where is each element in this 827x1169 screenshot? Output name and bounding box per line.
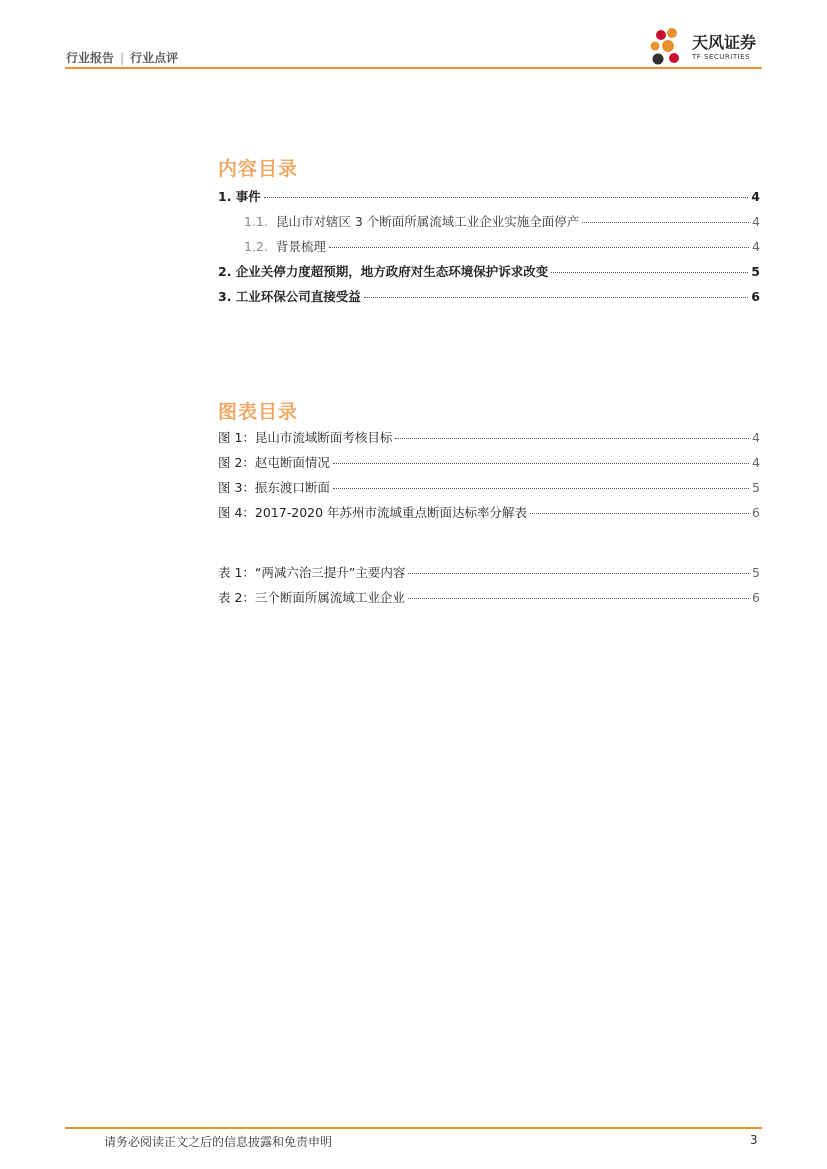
leader-dots xyxy=(551,272,748,273)
toc-entry-1[interactable] xyxy=(218,187,760,205)
toc-entry-label: 3. 工业环保公司直接受益 xyxy=(218,289,361,304)
table-entry-page: 6 xyxy=(752,590,760,605)
figure-entry-2[interactable] xyxy=(218,453,760,471)
toc-title: 内容目录 xyxy=(218,158,299,180)
figure-entry-label: 图 1：昆山市流域断面考核目标 xyxy=(218,430,393,445)
figure-entry-page: 6 xyxy=(752,505,760,520)
logo-chinese-name: 天风证券 xyxy=(692,33,757,52)
page-number: 3 xyxy=(750,1133,758,1147)
figure-entry-label: 图 2：赵屯断面情况 xyxy=(218,455,330,470)
figure-entry-page: 4 xyxy=(752,455,760,470)
header-separator: | xyxy=(120,50,125,65)
report-type-header xyxy=(66,49,178,66)
toc-entry-number: 1.2. xyxy=(244,239,268,254)
figure-entry-label: 图 4：2017-2020 年苏州市流域重点断面达标率分解表 xyxy=(218,505,528,520)
figure-entry-page: 5 xyxy=(752,480,760,495)
leader-dots xyxy=(395,438,749,439)
leader-dots xyxy=(333,463,749,464)
footer-divider xyxy=(65,1127,762,1129)
figure-entry-1[interactable] xyxy=(218,428,760,446)
toc-entry-page: 6 xyxy=(751,289,760,304)
footer-disclaimer: 请务必阅读正文之后的信息披露和免责申明 xyxy=(104,1135,333,1149)
table-entry-page: 5 xyxy=(752,565,760,580)
leader-dots xyxy=(329,247,749,248)
figure-entry-4[interactable] xyxy=(218,503,760,521)
tf-logo-mark-icon xyxy=(650,26,688,70)
charts-toc-title: 图表目录 xyxy=(218,401,299,423)
toc-entry-label: 背景梳理 xyxy=(275,239,326,254)
header-divider xyxy=(65,67,762,69)
table-entry-2[interactable] xyxy=(218,588,760,606)
table-entry-label: 表 1：“两减六治三提升”主要内容 xyxy=(218,565,406,580)
leader-dots xyxy=(364,297,748,298)
leader-dots xyxy=(408,598,749,599)
logo-english-name: TF SECURITIES xyxy=(692,53,751,61)
toc-entry-label: 1. 事件 xyxy=(218,189,261,204)
figure-entry-page: 4 xyxy=(752,430,760,445)
toc-entry-page: 5 xyxy=(751,264,760,279)
report-subcategory: 行业点评 xyxy=(130,51,179,65)
tf-securities-logo xyxy=(650,26,762,70)
figure-entry-label: 图 3：振东渡口断面 xyxy=(218,480,330,495)
table-entry-1[interactable] xyxy=(218,563,760,581)
toc-entry-1-1[interactable] xyxy=(244,212,760,230)
toc-entry-3[interactable] xyxy=(218,287,760,305)
toc-entry-2[interactable] xyxy=(218,262,760,280)
leader-dots xyxy=(333,488,749,489)
table-entry-label: 表 2：三个断面所属流域工业企业 xyxy=(218,590,405,605)
report-category: 行业报告 xyxy=(66,51,115,65)
toc-entry-page: 4 xyxy=(751,189,760,204)
leader-dots xyxy=(530,513,749,514)
leader-dots xyxy=(264,197,748,198)
leader-dots xyxy=(582,222,749,223)
toc-entry-label: 昆山市对辖区 3 个断面所属流域工业企业实施全面停产 xyxy=(275,214,580,229)
toc-entry-1-2[interactable] xyxy=(244,237,760,255)
toc-entry-number: 1.1. xyxy=(244,214,268,229)
toc-entry-page: 4 xyxy=(752,214,760,229)
leader-dots xyxy=(408,573,749,574)
figure-entry-3[interactable] xyxy=(218,478,760,496)
toc-entry-label: 2. 企业关停力度超预期，地方政府对生态环境保护诉求改变 xyxy=(218,264,549,279)
toc-entry-page: 4 xyxy=(752,239,760,254)
